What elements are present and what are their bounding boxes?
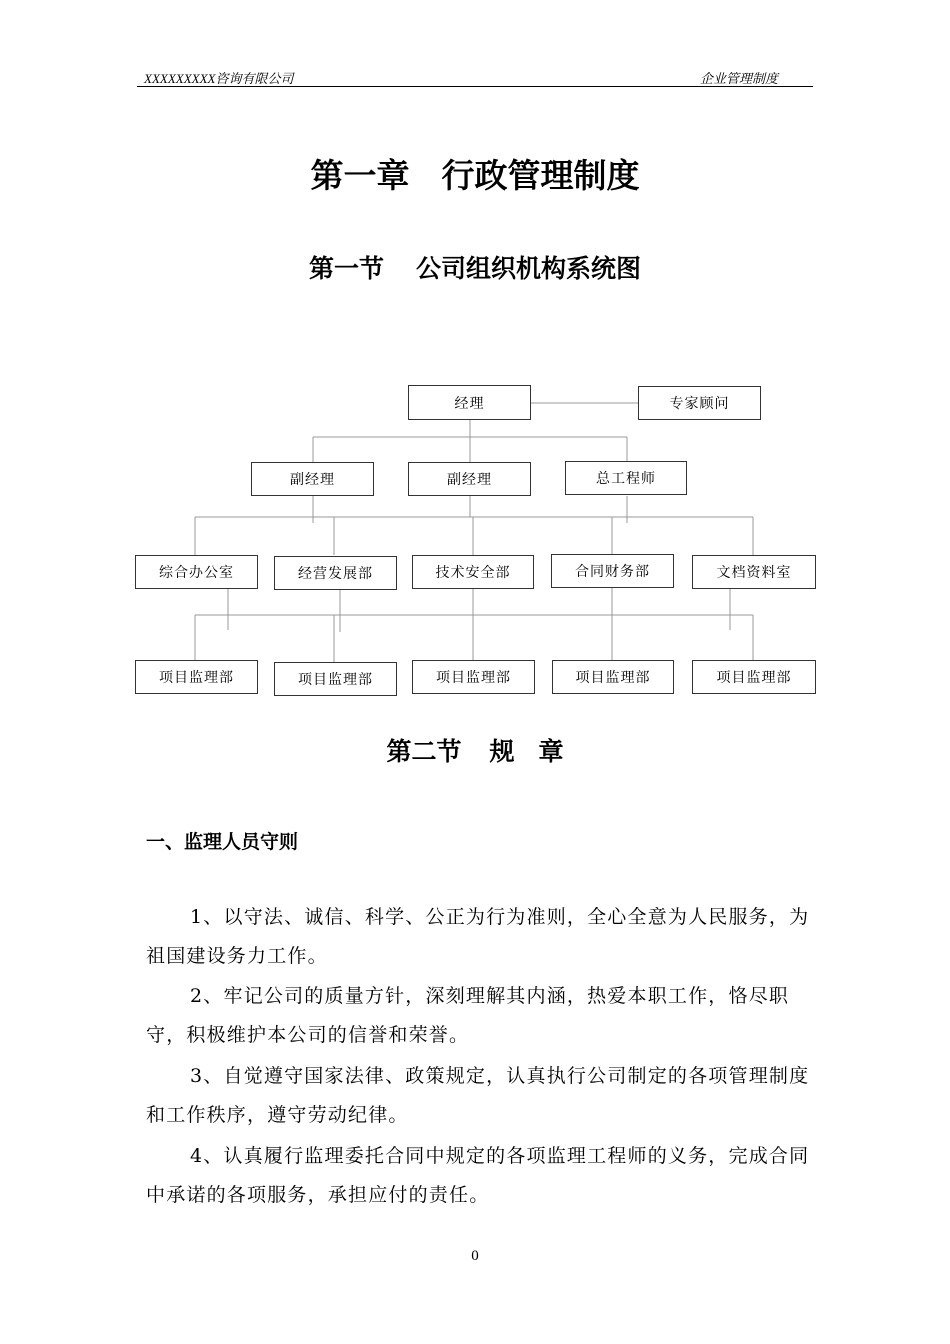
paragraph-4: 4、认真履行监理委托合同中规定的各项监理工程师的义务，完成合同中承诺的各项服务，承担应付的责任。 bbox=[146, 1145, 810, 1206]
paragraph-1: 1、以守法、诚信、科学、公正为行为准则，全心全意为人民服务，为祖国建设务力工作。 bbox=[146, 906, 810, 967]
section2-name-a: 规 bbox=[489, 737, 515, 766]
org-box-project-3: 项目监理部 bbox=[412, 660, 535, 694]
org-box-project-1: 项目监理部 bbox=[135, 660, 258, 694]
org-box-chief-engineer: 总工程师 bbox=[565, 461, 687, 495]
paragraph-3: 3、自觉遵守国家法律、政策规定，认真执行公司制定的各项管理制度和工作秩序，遵守劳动纪律。 bbox=[146, 1065, 810, 1126]
header-rule bbox=[137, 86, 813, 87]
subsection-title: 一、监理人员守则 bbox=[146, 831, 299, 853]
section2-title bbox=[0, 732, 950, 768]
chapter-title bbox=[0, 150, 950, 197]
section1-title bbox=[0, 249, 950, 285]
org-box-advisor: 专家顾问 bbox=[638, 386, 761, 420]
page-number: 0 bbox=[471, 1248, 479, 1264]
org-box-project-2: 项目监理部 bbox=[274, 662, 397, 696]
chapter-name: 行政管理制度 bbox=[441, 156, 640, 195]
header-doc-type: 企业管理制度 bbox=[700, 71, 779, 86]
header-company: XXXXXXXXX咨询有限公司 bbox=[144, 71, 294, 86]
section1-name: 公司组织机构系统图 bbox=[416, 254, 642, 283]
org-box-dept-contract-finance: 合同财务部 bbox=[551, 554, 674, 588]
chapter-number: 第一章 bbox=[310, 156, 410, 195]
org-box-dept-office: 综合办公室 bbox=[135, 555, 258, 589]
section1-number: 第一节 bbox=[308, 254, 384, 283]
org-box-manager: 经理 bbox=[408, 385, 531, 420]
org-box-project-5: 项目监理部 bbox=[692, 660, 816, 694]
section2-name-b: 章 bbox=[538, 737, 564, 766]
org-box-dept-business: 经营发展部 bbox=[274, 556, 397, 590]
org-box-project-4: 项目监理部 bbox=[552, 660, 674, 694]
org-box-deputy-2: 副经理 bbox=[408, 462, 531, 496]
org-box-dept-tech-safety: 技术安全部 bbox=[412, 555, 534, 589]
org-box-dept-archives: 文档资料室 bbox=[692, 555, 816, 589]
section2-number: 第二节 bbox=[386, 737, 462, 766]
org-box-deputy-1: 副经理 bbox=[251, 462, 374, 496]
paragraph-2: 2、牢记公司的质量方针，深刻理解其内涵，热爱本职工作，恪尽职守，积极维护本公司的信誉和荣誉。 bbox=[146, 985, 790, 1046]
